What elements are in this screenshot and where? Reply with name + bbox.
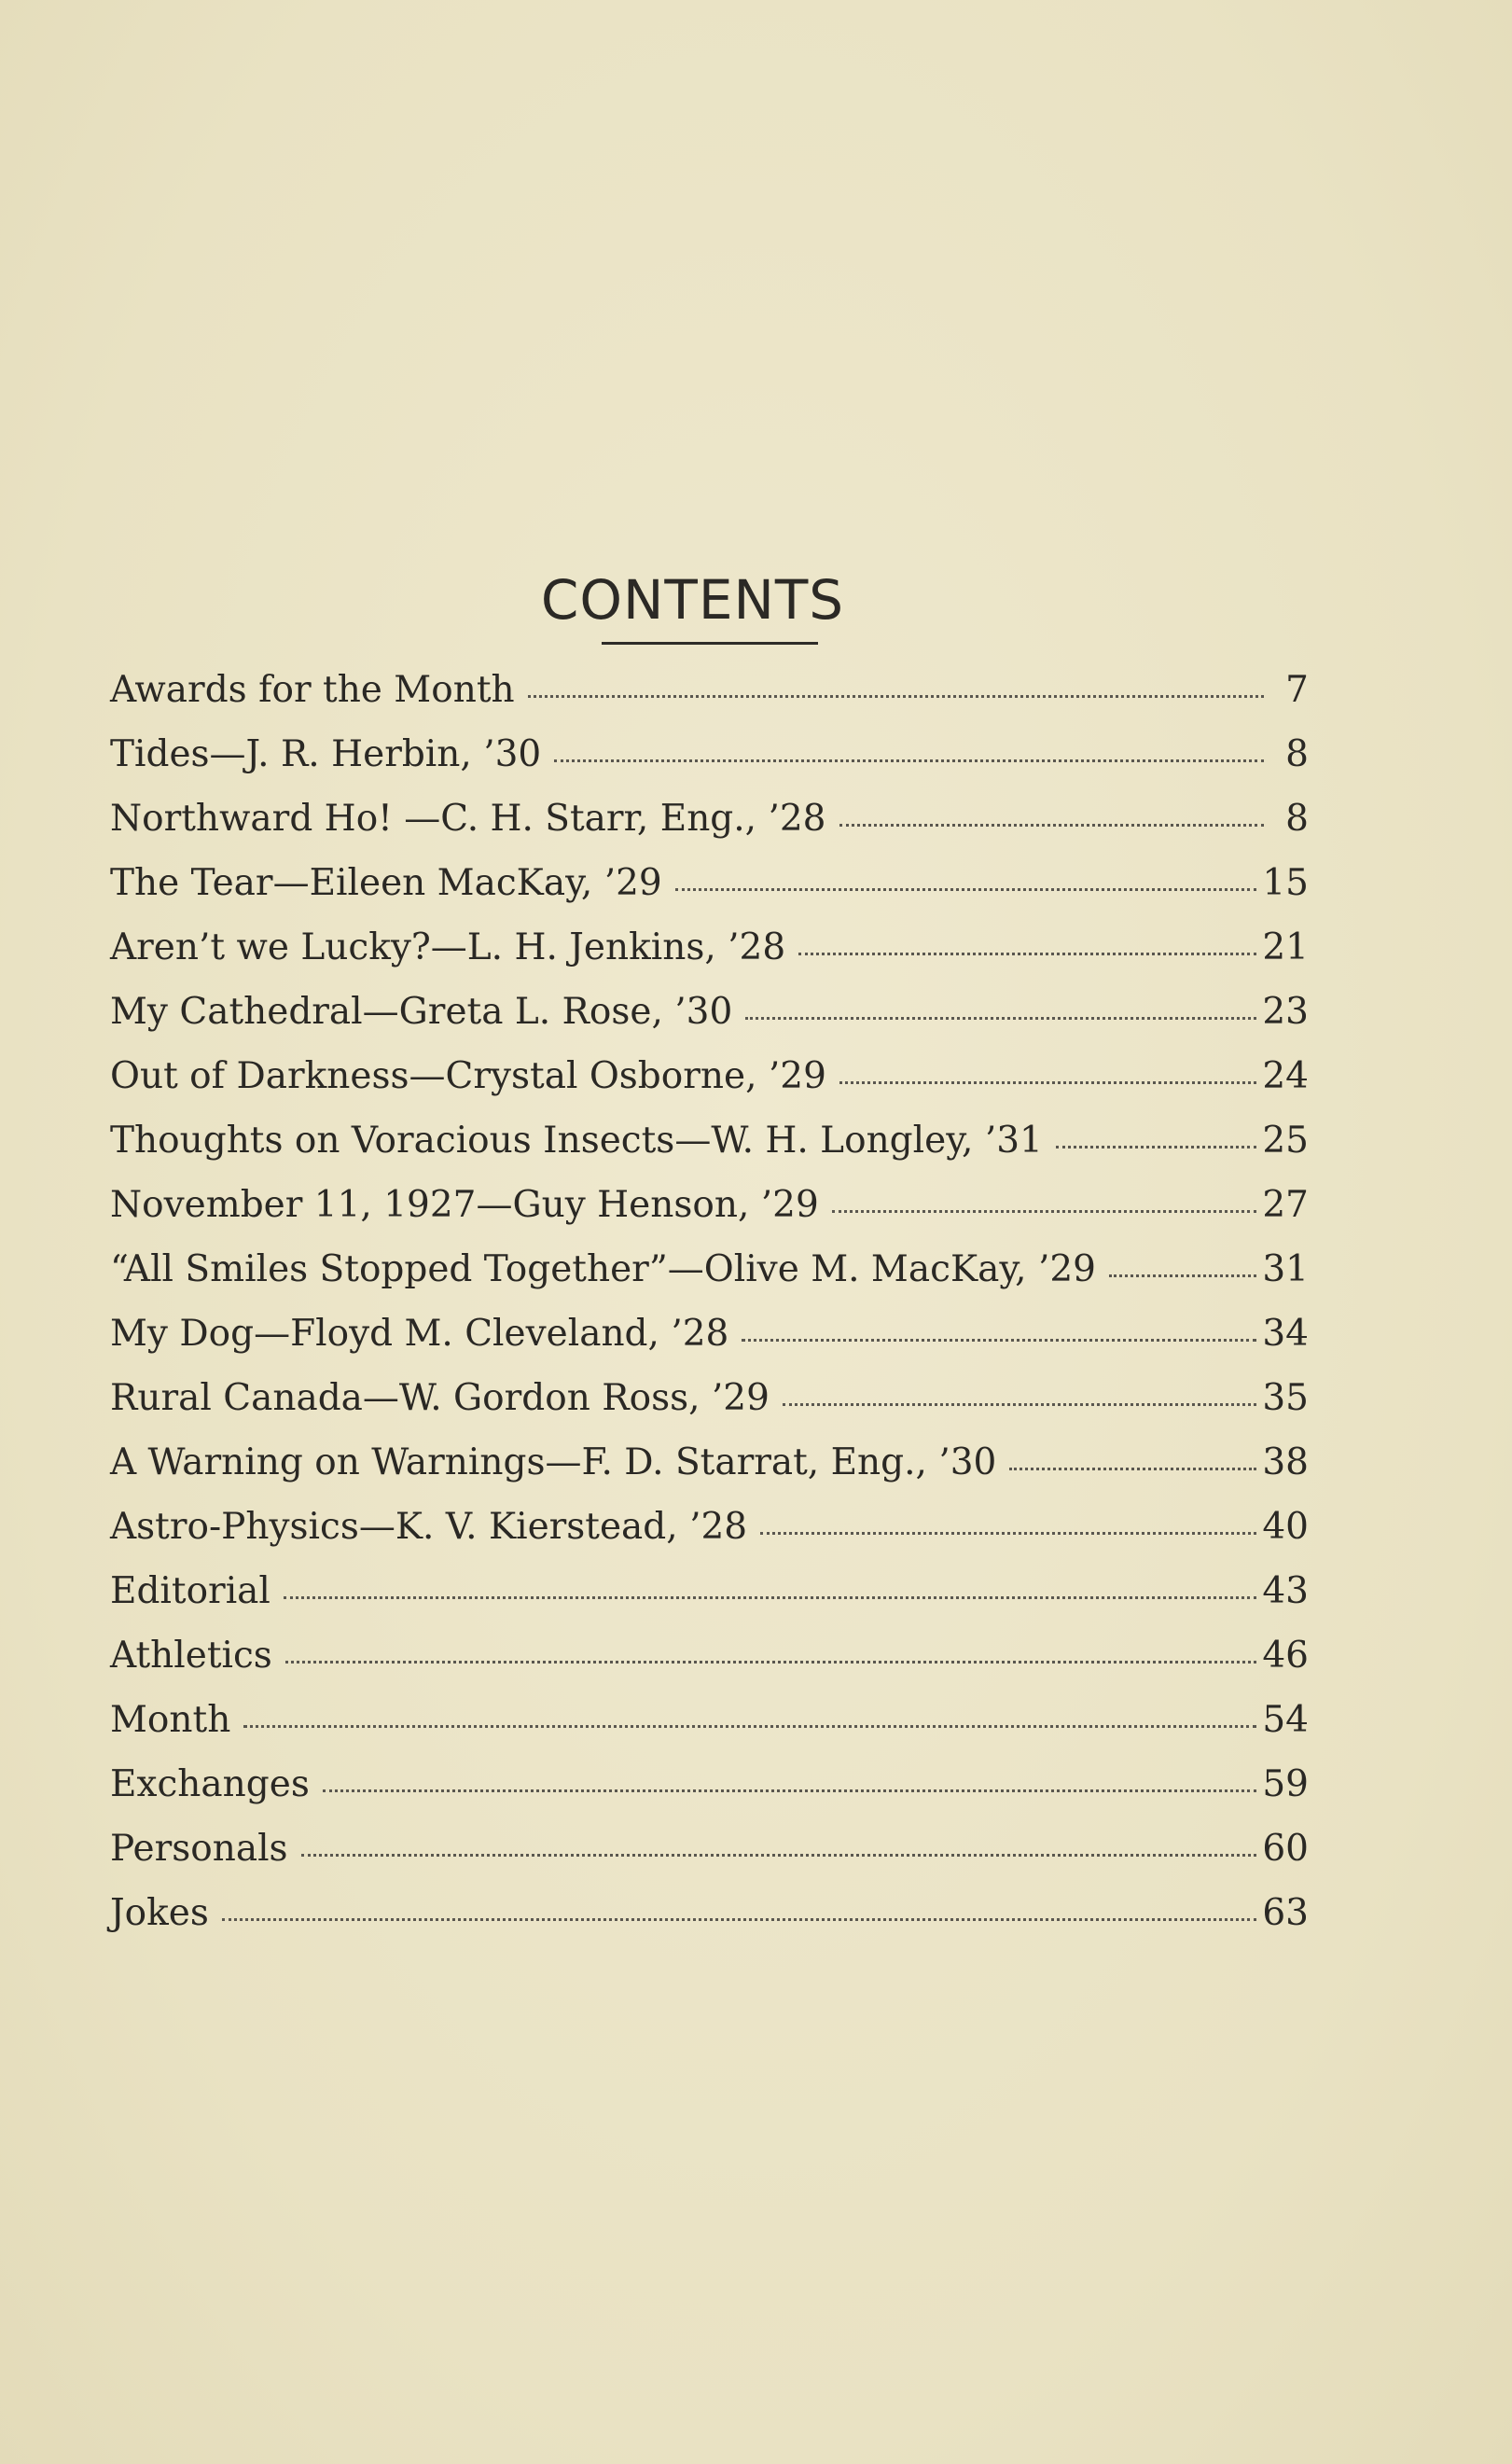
toc-entry-title: Northward Ho! —C. H. Starr, Eng., ’28 <box>110 798 826 840</box>
toc-entry <box>110 1173 1309 1237</box>
toc-entry <box>110 1108 1309 1173</box>
toc-entry-page-number: 63 <box>1262 1892 1309 1934</box>
toc-entry-page-number: 38 <box>1262 1441 1309 1483</box>
toc-entry <box>110 1881 1309 1945</box>
toc-entry-title: Awards for the Month <box>110 669 515 711</box>
toc-entry <box>110 1817 1309 1881</box>
toc-entry <box>110 787 1309 851</box>
toc-entry <box>110 1366 1309 1430</box>
dot-leader <box>301 1851 1257 1857</box>
toc-entry-title: Thoughts on Voracious Insects—W. H. Longley, ’31 <box>110 1120 1043 1162</box>
toc-entry-page-number: 34 <box>1262 1313 1309 1355</box>
toc-entry-page-number: 8 <box>1285 798 1309 840</box>
toc-entry-title: My Cathedral—Greta L. Rose, ’30 <box>110 991 733 1033</box>
toc-entry-title: November 11, 1927—Guy Henson, ’29 <box>110 1184 819 1226</box>
dot-leader <box>742 1336 1256 1342</box>
dot-leader <box>285 1658 1257 1664</box>
toc-entry-title: A Warning on Warnings—F. D. Starrat, Eng., ’30 <box>110 1441 997 1483</box>
toc-entry-page-number: 23 <box>1262 991 1309 1033</box>
toc-entry-page-number: 25 <box>1262 1120 1309 1162</box>
toc-entry-page-number: 27 <box>1262 1184 1309 1226</box>
dot-leader <box>839 821 1265 827</box>
toc-entry-page-number: 40 <box>1262 1506 1309 1548</box>
dot-leader <box>839 1079 1256 1084</box>
dot-leader <box>832 1207 1257 1213</box>
dot-leader <box>760 1529 1256 1535</box>
toc-entry-page-number: 35 <box>1262 1377 1309 1419</box>
toc-entry-page-number: 8 <box>1285 733 1309 775</box>
toc-entry <box>110 1044 1309 1108</box>
toc-entry-page-number: 7 <box>1285 669 1309 711</box>
toc-entry <box>110 980 1309 1044</box>
table-of-contents <box>110 658 1309 1945</box>
toc-entry <box>110 1559 1309 1623</box>
toc-entry-title: Exchanges <box>110 1763 310 1805</box>
dot-leader <box>1109 1272 1256 1277</box>
toc-entry-page-number: 59 <box>1262 1763 1309 1805</box>
toc-entry-title: Athletics <box>110 1635 272 1677</box>
toc-entry-title: Aren’t we Lucky?—L. H. Jenkins, ’28 <box>110 926 786 968</box>
dot-leader <box>1009 1465 1256 1470</box>
toc-entry-title: Editorial <box>110 1570 270 1612</box>
toc-entry <box>110 658 1309 722</box>
toc-entry-title: Out of Darkness—Crystal Osborne, ’29 <box>110 1055 826 1097</box>
toc-entry-page-number: 24 <box>1262 1055 1309 1097</box>
toc-entry-title: Month <box>110 1699 231 1741</box>
toc-entry-title: Jokes <box>110 1892 209 1934</box>
dot-leader <box>222 1915 1257 1921</box>
dot-leader <box>323 1787 1257 1792</box>
page-title: CONTENTS <box>540 567 845 632</box>
dot-leader <box>243 1722 1256 1728</box>
toc-entry <box>110 1430 1309 1495</box>
toc-entry <box>110 1495 1309 1559</box>
toc-entry-page-number: 60 <box>1262 1828 1309 1870</box>
toc-entry <box>110 1302 1309 1366</box>
toc-entry <box>110 1752 1309 1817</box>
toc-entry <box>110 722 1309 787</box>
toc-entry <box>110 915 1309 980</box>
toc-entry-page-number: 54 <box>1262 1699 1309 1741</box>
dot-leader <box>745 1014 1256 1020</box>
dot-leader <box>554 757 1264 762</box>
toc-entry <box>110 1688 1309 1752</box>
toc-entry-title: Tides—J. R. Herbin, ’30 <box>110 733 542 775</box>
toc-entry-page-number: 21 <box>1262 926 1309 968</box>
dot-leader <box>798 950 1256 955</box>
dot-leader <box>1056 1143 1256 1148</box>
toc-entry-title: Personals <box>110 1828 288 1870</box>
toc-entry <box>110 851 1309 915</box>
toc-entry-page-number: 43 <box>1262 1570 1309 1612</box>
title-underline <box>602 642 818 645</box>
toc-entry-title: “All Smiles Stopped Together”—Olive M. MacKay, ’29 <box>110 1248 1096 1290</box>
toc-entry <box>110 1623 1309 1688</box>
toc-entry-page-number: 46 <box>1262 1635 1309 1677</box>
toc-entry-page-number: 15 <box>1262 862 1309 904</box>
toc-entry-title: Astro-Physics—K. V. Kierstead, ’28 <box>110 1506 748 1548</box>
dot-leader <box>284 1594 1256 1599</box>
toc-entry-title: Rural Canada—W. Gordon Ross, ’29 <box>110 1377 770 1419</box>
dot-leader <box>783 1400 1256 1406</box>
dot-leader <box>675 885 1257 891</box>
toc-entry <box>110 1237 1309 1302</box>
toc-entry-page-number: 31 <box>1262 1248 1309 1290</box>
toc-entry-title: The Tear—Eileen MacKay, ’29 <box>110 862 662 904</box>
dot-leader <box>528 692 1264 698</box>
toc-entry-title: My Dog—Floyd M. Cleveland, ’28 <box>110 1313 729 1355</box>
